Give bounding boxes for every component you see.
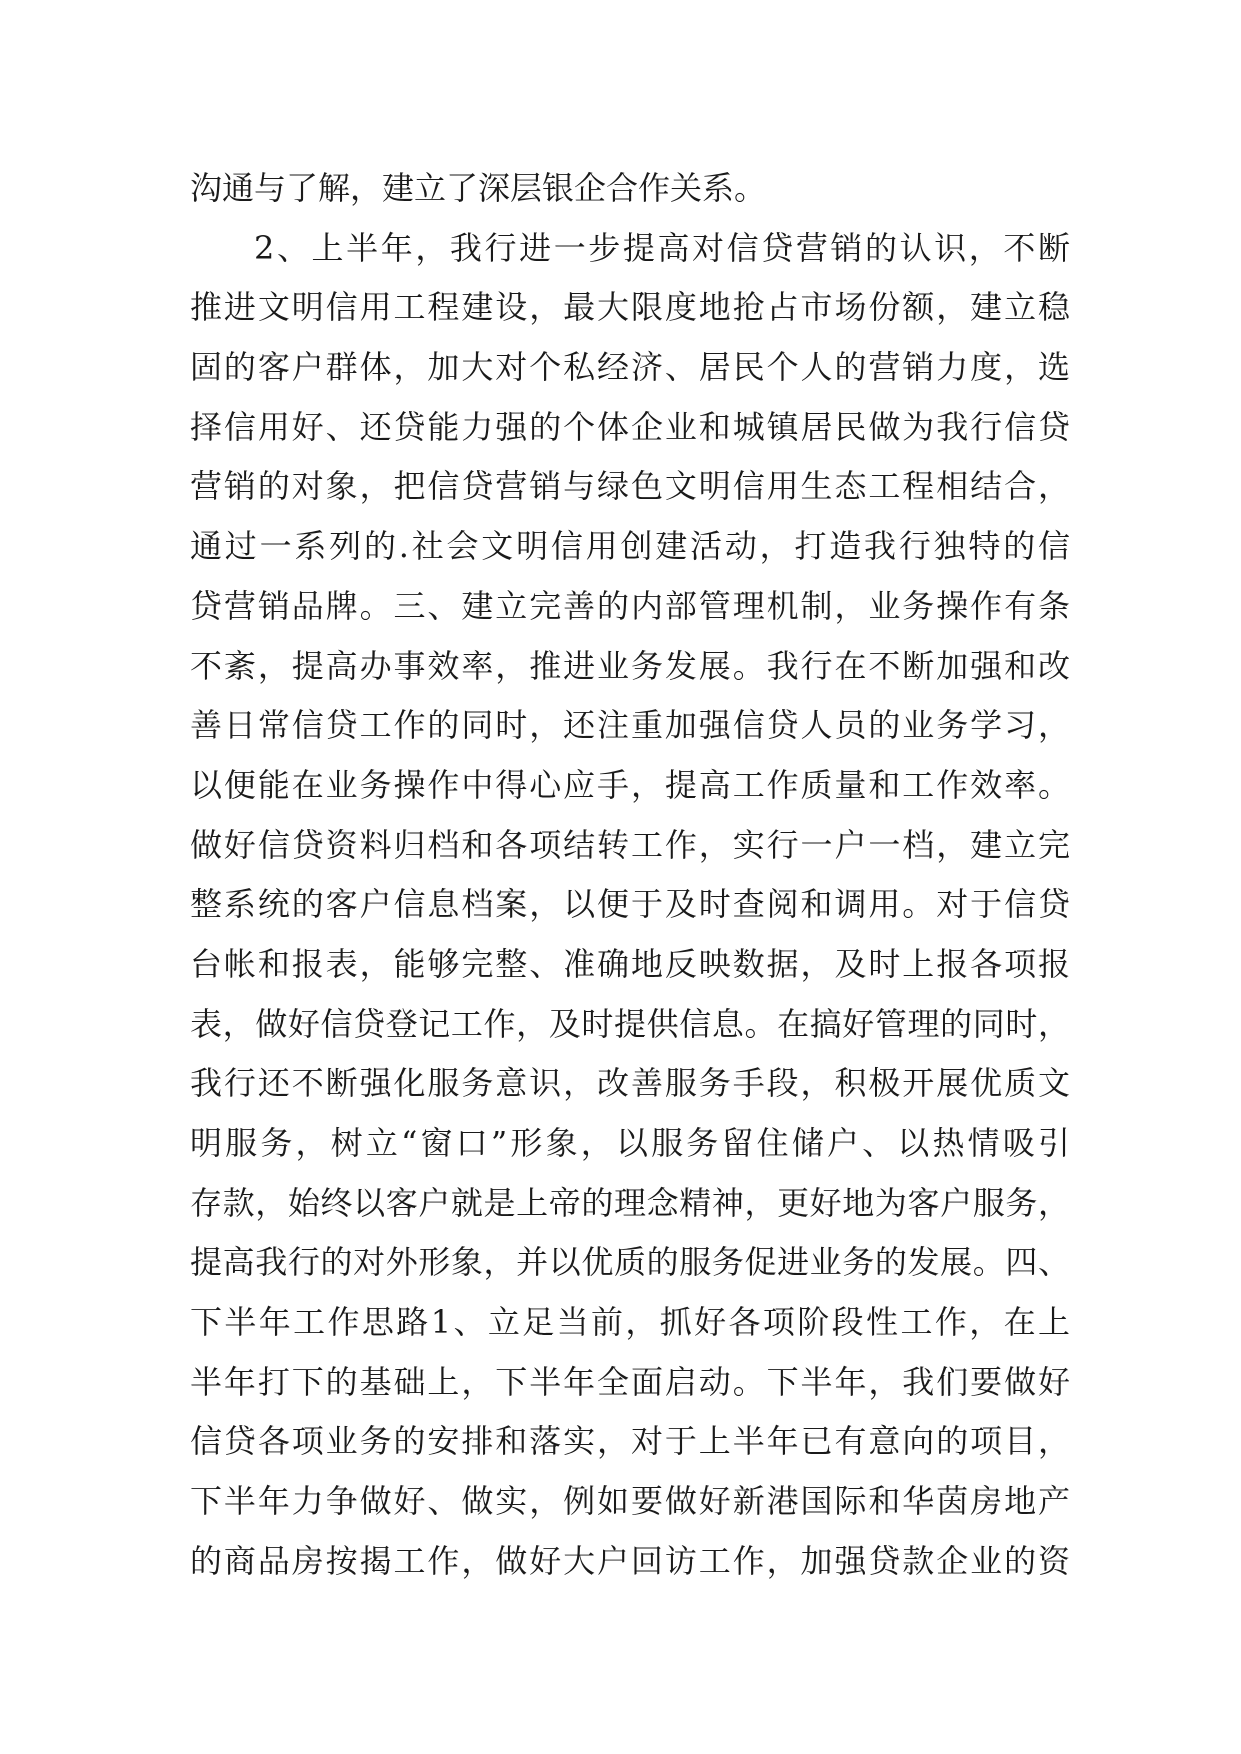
text-line: 通过一系列的.社会文明信用创建活动，打造我行独特的信 bbox=[190, 527, 1070, 566]
text-line: 不紊，提高办事效率，推进业务发展。我行在不断加强和改 bbox=[190, 646, 1070, 685]
text-line: 半年打下的基础上，下半年全面启动。下半年，我们要做好 bbox=[190, 1362, 1070, 1401]
text-line: 明服务，树立“窗口”形象，以服务留住储户、以热情吸引 bbox=[190, 1124, 1070, 1162]
text-line: 2、上半年，我行进一步提高对信贷营销的认识，不断 bbox=[254, 228, 1070, 267]
text-line: 下半年工作思路1、立足当前，抓好各项阶段性工作，在上 bbox=[190, 1303, 1070, 1342]
text-line: 择信用好、还贷能力强的个体企业和城镇居民做为我行信贷 bbox=[190, 407, 1070, 446]
text-line: 贷营销品牌。三、建立完善的内部管理机制，业务操作有条 bbox=[190, 586, 1070, 625]
text-line: 沟通与了解，建立了深层银企合作关系。 bbox=[190, 169, 767, 207]
text-line: 表，做好信贷登记工作，及时提供信息。在搞好管理的同时， bbox=[190, 1004, 1070, 1043]
text-line: 推进文明信用工程建设，最大限度地抢占市场份额，建立稳 bbox=[190, 288, 1070, 327]
text-line: 的商品房按揭工作，做好大户回访工作，加强贷款企业的资 bbox=[190, 1541, 1070, 1580]
text-line: 信贷各项业务的安排和落实，对于上半年已有意向的项目， bbox=[190, 1422, 1070, 1461]
text-line: 整系统的客户信息档案，以便于及时查阅和调用。对于信贷 bbox=[190, 885, 1070, 924]
text-line: 存款，始终以客户就是上帝的理念精神，更好地为客户服务， bbox=[190, 1183, 1070, 1222]
text-line: 做好信贷资料归档和各项结转工作，实行一户一档，建立完 bbox=[190, 825, 1070, 864]
text-line: 营销的对象，把信贷营销与绿色文明信用生态工程相结合， bbox=[190, 467, 1070, 506]
text-line: 下半年力争做好、做实，例如要做好新港国际和华茵房地产 bbox=[190, 1482, 1070, 1521]
text-line: 固的客户群体，加大对个私经济、居民个人的营销力度，选 bbox=[190, 348, 1070, 387]
text-line: 善日常信贷工作的同时，还注重加强信贷人员的业务学习， bbox=[190, 706, 1070, 745]
body-text bbox=[190, 159, 1070, 1592]
text-line: 我行还不断强化服务意识，改善服务手段，积极开展优质文 bbox=[190, 1064, 1070, 1103]
text-line: 台帐和报表，能够完整、准确地反映数据，及时上报各项报 bbox=[190, 944, 1070, 983]
text-line: 提高我行的对外形象，并以优质的服务促进业务的发展。四、 bbox=[190, 1243, 1070, 1282]
text-line: 以便能在业务操作中得心应手，提高工作质量和工作效率。 bbox=[190, 765, 1070, 804]
